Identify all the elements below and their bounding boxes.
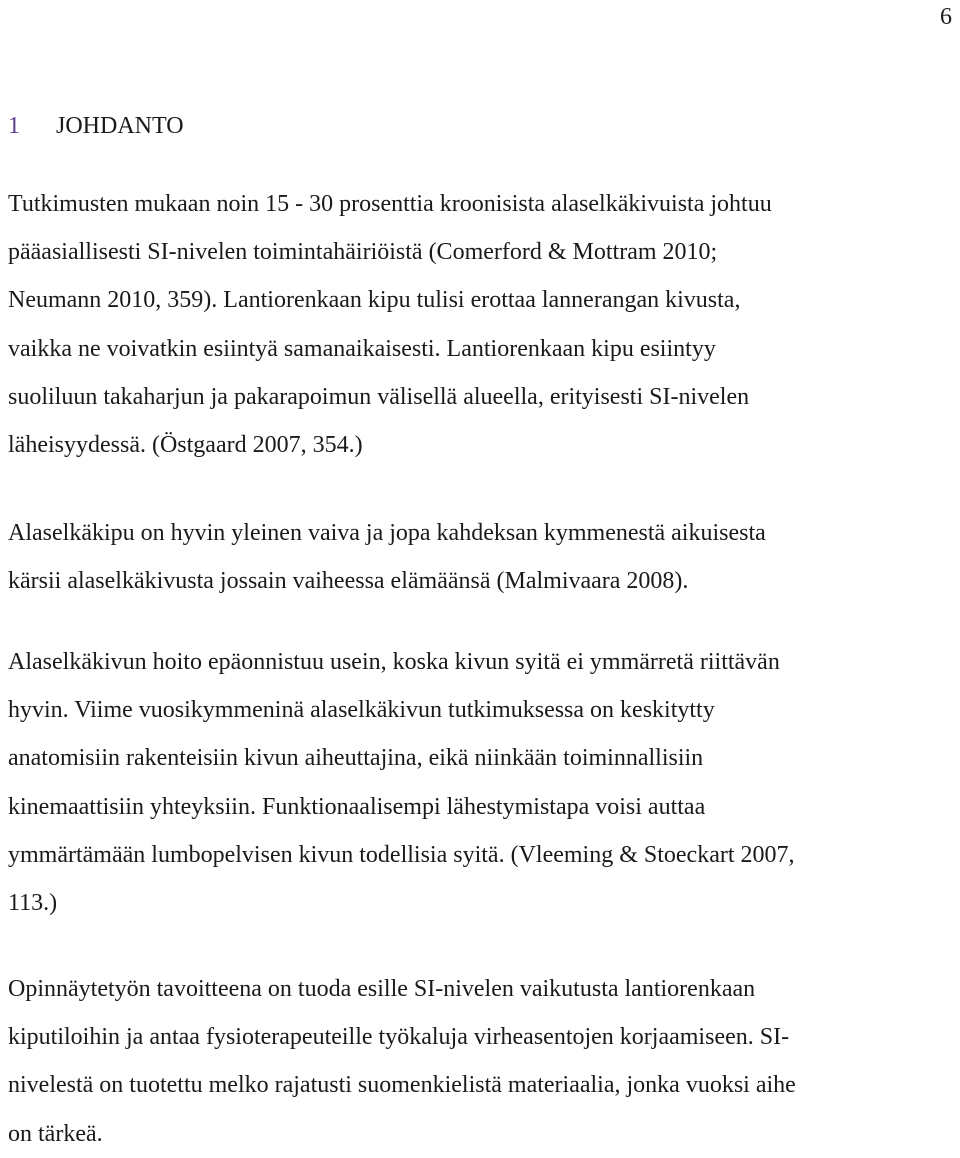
text-line: kärsii alaselkäkivusta jossain vaiheessa elämäänsä (Malmivaara 2008). (8, 568, 689, 595)
text-line: Tutkimusten mukaan noin 15 - 30 prosenttia kroonisista alaselkäkivuista johtuu (8, 191, 772, 217)
text-line: pääasiallisesti SI-nivelen toimintahäiriöistä (Comerford & Mottram 2010; (8, 239, 718, 266)
paragraph-1 (8, 180, 956, 469)
paragraph-4 (8, 965, 956, 1158)
text-line: anatomisiin rakenteisiin kivun aiheuttajina, eikä niinkään toiminnallisiin (8, 745, 704, 772)
section-number: 1 (8, 113, 20, 139)
text-line: 113.) (8, 890, 58, 917)
text-line: Opinnäytetyön tavoitteena on tuoda esille SI-nivelen vaikutusta lantiorenkaan (8, 976, 756, 1002)
text-line: Neumann 2010, 359). Lantiorenkaan kipu tulisi erottaa lannerangan kivusta, (8, 287, 741, 314)
text-line: Alaselkäkivun hoito epäonnistuu usein, koska kivun syitä ei ymmärretä riittävän (8, 649, 780, 675)
section-heading (8, 108, 184, 144)
text-line: on tärkeä. (8, 1120, 103, 1147)
text-line: suoliluun takaharjun ja pakarapoimun välisellä alueella, erityisesti SI-nivelen (8, 383, 750, 410)
text-line: hyvin. Viime vuosikymmeninä alaselkäkivun tutkimuksessa on keskitytty (8, 697, 715, 724)
text-line: läheisyydessä. (Östgaard 2007, 354.) (8, 432, 363, 459)
text-line: Alaselkäkipu on hyvin yleinen vaiva ja jopa kahdeksan kymmenestä aikuisesta (8, 520, 766, 546)
text-line: ymmärtämään lumbopelvisen kivun todellisia syitä. (Vleeming & Stoeckart 2007, (8, 841, 795, 868)
text-line: kiputiloihin ja antaa fysioterapeuteille työkaluja virheasentojen korjaamiseen. SI- (8, 1024, 790, 1051)
text-line: vaikka ne voivatkin esiintyä samanaikaisesti. Lantiorenkaan kipu esiintyy (8, 335, 716, 362)
text-line: nivelestä on tuotettu melko rajatusti suomenkielistä materiaalia, jonka vuoksi aihe (8, 1072, 796, 1099)
section-title: JOHDANTO (56, 113, 184, 139)
paragraph-2 (8, 509, 956, 605)
text-line: kinemaattisiin yhteyksiin. Funktionaalisempi lähestymistapa voisi auttaa (8, 793, 706, 820)
paragraph-3 (8, 638, 956, 927)
page-number: 6 (940, 4, 952, 30)
